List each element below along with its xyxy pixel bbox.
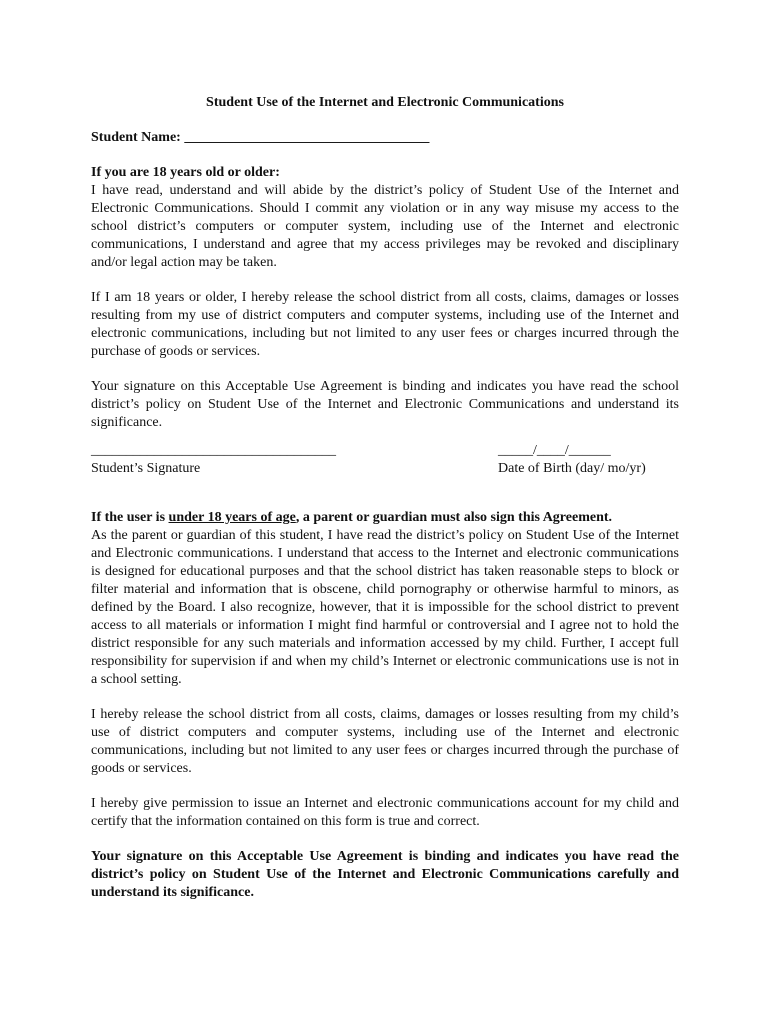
student-signature-line: ___________________________________ <box>91 443 336 458</box>
minor-section-heading <box>91 509 679 527</box>
student-name-blank: ___________________________________ <box>184 130 430 145</box>
adult-paragraph-2: If I am 18 years or older, I hereby release the school district from all costs, claims, damages or losses resulting from my use of district computers and computer systems, including use of the Internet and electronic communications, including but not limited to any user fees or charges incurred through the purchase of goods or services. <box>91 290 679 359</box>
minor-heading-prefix: If the user is <box>91 510 169 525</box>
minor-paragraph-2: I hereby release the school district from all costs, claims, damages or losses resulting from my child’s use of district computers and computer systems, including use of the Internet and electronic communications, including but not limited to any user fees or charges incurred through the purchase of goods or services. <box>91 707 679 776</box>
document-page <box>91 94 679 902</box>
adult-paragraph-1: I have read, understand and will abide by the district’s policy of Student Use of the Internet and Electronic Communications. Should I commit any violation or in any way misuse my access to the school district’s computers or computer system, including use of the Internet and electronic communications, I understand and agree that my access privileges may be revoked and disciplinary and/or legal action may be taken. <box>91 183 679 270</box>
minor-paragraph-3: I hereby give permission to issue an Internet and electronic communications account for my child and certify that the information contained on this form is true and correct. <box>91 796 679 829</box>
minor-paragraph-1: As the parent or guardian of this student, I have read the district’s policy on Student Use of the Internet and Electronic communications. I understand that access to the Internet and electronic communications is designed for educational purposes and that the school district has taken reasonable steps to block or filter material and information that is obscene, child pornography or otherwise harmful to minors, as defined by the Board. I also recognize, however, that it is impossible for the school district to prevent access to all materials or information I might find harmful or controversial and I agree not to hold the district responsible for any such materials and information accessed by my child. Further, I accept full responsibility for supervision if and when my child’s Internet or electronic communications use is not in a school setting. <box>91 528 679 687</box>
date-of-birth-block <box>498 442 646 478</box>
date-of-birth-line: _____/____/______ <box>498 443 611 458</box>
student-signature-block <box>91 442 363 478</box>
adult-paragraph-3: Your signature on this Acceptable Use Agreement is binding and indicates you have read the school district’s policy on Student Use of the Internet and Electronic Communications and understand its significance. <box>91 379 679 430</box>
signature-row <box>91 442 679 478</box>
minor-heading-suffix: , a parent or guardian must also sign this Agreement. <box>295 510 613 525</box>
adult-section-heading: If you are 18 years old or older: <box>91 165 280 180</box>
minor-paragraph-4: Your signature on this Acceptable Use Agreement is binding and indicates you have read the district’s policy on Student Use of the Internet and Electronic Communications carefully and understand its significance. <box>91 849 679 900</box>
minor-heading-underlined: under 18 years of age <box>168 510 296 525</box>
student-name-row <box>91 129 679 147</box>
date-of-birth-label: Date of Birth (day/ mo/yr) <box>498 461 646 476</box>
document-title: Student Use of the Internet and Electronic Communications <box>206 95 564 110</box>
student-name-label: Student Name: <box>91 130 181 145</box>
student-signature-label: Student’s Signature <box>91 461 201 476</box>
